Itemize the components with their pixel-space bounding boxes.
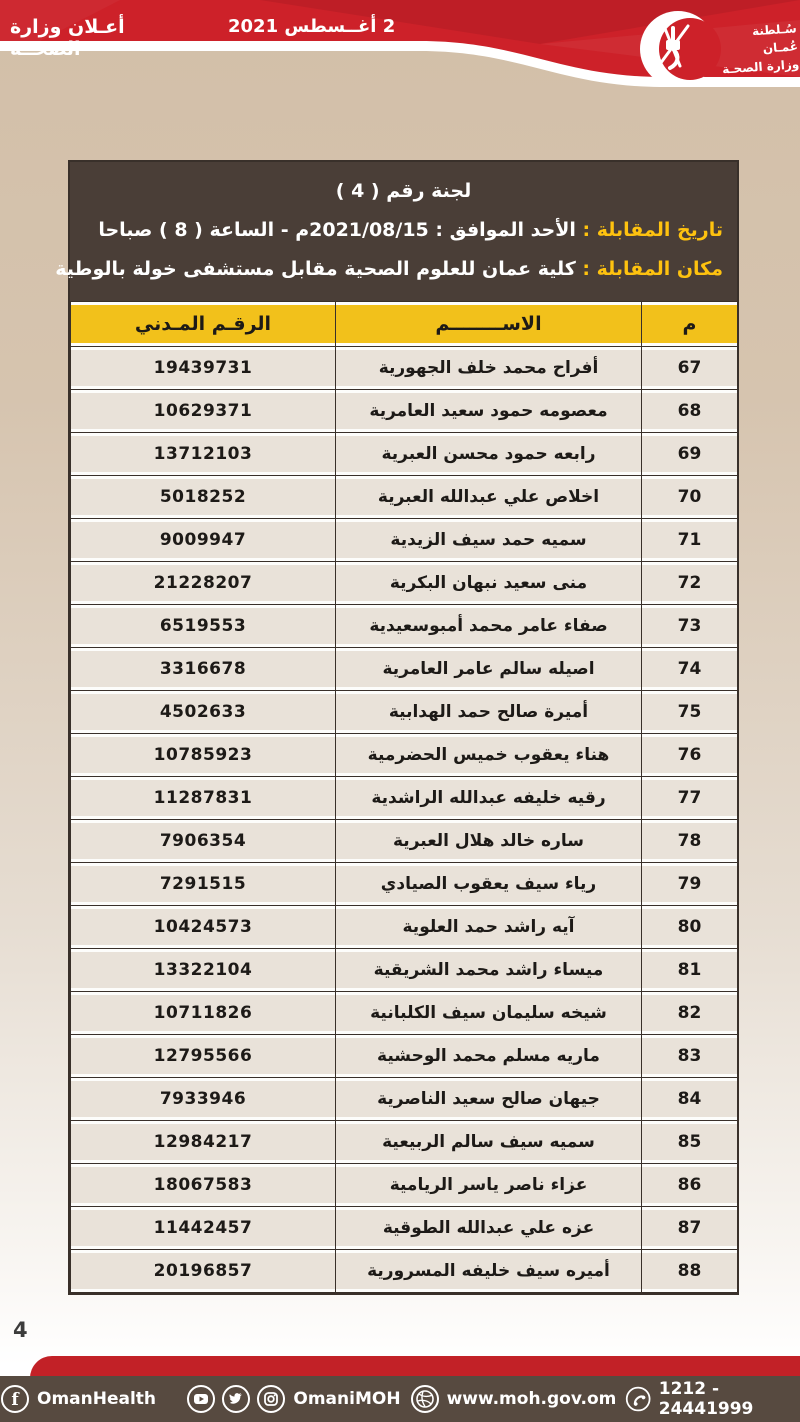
row-index: 70 bbox=[642, 475, 738, 518]
civil-id: 10785923 bbox=[71, 733, 336, 776]
civil-id: 3316678 bbox=[71, 647, 336, 690]
row-index: 87 bbox=[642, 1206, 738, 1249]
table-row bbox=[71, 604, 738, 647]
youtube-icon[interactable] bbox=[186, 1384, 216, 1414]
row-index: 69 bbox=[642, 432, 738, 475]
logo-ministry: وزارة الصحـة bbox=[721, 57, 800, 77]
table-row bbox=[71, 389, 738, 432]
civil-id: 10424573 bbox=[71, 905, 336, 948]
row-index: 76 bbox=[642, 733, 738, 776]
table-row bbox=[71, 733, 738, 776]
civil-id: 11442457 bbox=[71, 1206, 336, 1249]
table-row bbox=[71, 905, 738, 948]
row-index: 67 bbox=[642, 346, 738, 389]
row-index: 81 bbox=[642, 948, 738, 991]
interview-location-value: كلية عمان للعلوم الصحية مقابل مستشفى خولة بالوطية bbox=[55, 257, 583, 280]
civil-id: 5018252 bbox=[71, 475, 336, 518]
applicant-name: هناء يعقوب خميس الحضرمية bbox=[336, 733, 642, 776]
phone-icon[interactable] bbox=[625, 1384, 651, 1414]
applicants-tbody bbox=[71, 346, 738, 1292]
civil-id: 18067583 bbox=[71, 1163, 336, 1206]
table-row bbox=[71, 475, 738, 518]
civil-id: 12795566 bbox=[71, 1034, 336, 1077]
social-links bbox=[186, 1384, 400, 1414]
svg-text:f: f bbox=[11, 1390, 19, 1410]
applicant-name: سميه حمد سيف الزيدية bbox=[336, 518, 642, 561]
applicant-name: جيهان صالح سعيد الناصرية bbox=[336, 1077, 642, 1120]
row-index: 86 bbox=[642, 1163, 738, 1206]
applicant-name: اصيله سالم عامر العامرية bbox=[336, 647, 642, 690]
table-row bbox=[71, 1206, 738, 1249]
footer-bar bbox=[0, 1376, 800, 1422]
table-row bbox=[71, 561, 738, 604]
top-banner bbox=[0, 0, 800, 110]
table-row bbox=[71, 819, 738, 862]
interview-date-line bbox=[84, 211, 723, 250]
civil-id: 7933946 bbox=[71, 1077, 336, 1120]
civil-id: 4502633 bbox=[71, 690, 336, 733]
table-row bbox=[71, 518, 738, 561]
civil-id: 11287831 bbox=[71, 776, 336, 819]
logo-text bbox=[716, 19, 800, 78]
announcement-card bbox=[55, 160, 739, 1295]
civil-id: 13322104 bbox=[71, 948, 336, 991]
applicant-name: سميه سيف سالم الربيعية bbox=[336, 1120, 642, 1163]
table-row bbox=[71, 346, 738, 389]
twitter-icon[interactable] bbox=[221, 1384, 251, 1414]
row-index: 80 bbox=[642, 905, 738, 948]
column-header-index: م bbox=[642, 301, 738, 346]
table-row bbox=[71, 432, 738, 475]
applicant-name: أميرة صالح حمد الهدابية bbox=[336, 690, 642, 733]
civil-id: 19439731 bbox=[71, 346, 336, 389]
applicant-name: معصومه حمود سعيد العامرية bbox=[336, 389, 642, 432]
interview-date-label: تاريخ المقابلة : bbox=[582, 218, 723, 241]
row-index: 71 bbox=[642, 518, 738, 561]
interview-location-line bbox=[55, 250, 723, 289]
logo-country: سُـلطنة عُمـان bbox=[751, 21, 799, 56]
civil-id: 6519553 bbox=[71, 604, 336, 647]
table-header-row bbox=[71, 301, 738, 346]
civil-id: 10711826 bbox=[71, 991, 336, 1034]
applicant-name: رياء سيف يعقوب الصيادي bbox=[336, 862, 642, 905]
row-index: 75 bbox=[642, 690, 738, 733]
row-index: 72 bbox=[642, 561, 738, 604]
civil-id: 13712103 bbox=[71, 432, 336, 475]
facebook-icon[interactable] bbox=[0, 1384, 30, 1414]
civil-id: 9009947 bbox=[71, 518, 336, 561]
website-link[interactable] bbox=[410, 1384, 617, 1414]
applicant-name: ساره خالد هلال العبرية bbox=[336, 819, 642, 862]
table-row bbox=[71, 647, 738, 690]
row-index: 85 bbox=[642, 1120, 738, 1163]
applicant-name: أميره سيف خليفه المسرورية bbox=[336, 1249, 642, 1292]
phone-number[interactable]: 1212 - 24441999 bbox=[658, 1379, 754, 1419]
applicant-name: اخلاص علي عبدالله العبرية bbox=[336, 475, 642, 518]
instagram-icon[interactable] bbox=[256, 1384, 286, 1414]
column-header-civil-id: الرقـم المـدني bbox=[71, 301, 336, 346]
committee-number: لجنة رقم ( 4 ) bbox=[335, 180, 472, 202]
applicant-name: ميساء راشد محمد الشريقية bbox=[336, 948, 642, 991]
applicant-name: أفراح محمد خلف الجهورية bbox=[336, 346, 642, 389]
applicant-name: ماريه مسلم محمد الوحشية bbox=[336, 1034, 642, 1077]
civil-id: 20196857 bbox=[71, 1249, 336, 1292]
row-index: 68 bbox=[642, 389, 738, 432]
social-handle[interactable]: OmaniMOH bbox=[293, 1389, 401, 1409]
phone-contact[interactable] bbox=[625, 1379, 800, 1419]
civil-id: 21228207 bbox=[71, 561, 336, 604]
row-index: 83 bbox=[642, 1034, 738, 1077]
table-row bbox=[71, 948, 738, 991]
facebook-handle[interactable]: OmanHealth bbox=[37, 1389, 157, 1409]
page-title: أعـلان وزارة الصحــة bbox=[10, 16, 125, 60]
interview-date-value: الأحد الموافق : 2021/08/15م - الساعة ( 8 ) صباحا bbox=[98, 218, 583, 241]
row-index: 84 bbox=[642, 1077, 738, 1120]
row-index: 79 bbox=[642, 862, 738, 905]
table-row bbox=[71, 1034, 738, 1077]
table-row bbox=[71, 1163, 738, 1206]
civil-id: 7906354 bbox=[71, 819, 336, 862]
table-row bbox=[71, 862, 738, 905]
applicant-name: آيه راشد حمد العلوية bbox=[336, 905, 642, 948]
committee-info-block bbox=[55, 162, 737, 301]
applicant-name: شيخه سليمان سيف الكلبانية bbox=[336, 991, 642, 1034]
applicant-name: عزه علي عبدالله الطوقية bbox=[336, 1206, 642, 1249]
facebook-link[interactable] bbox=[0, 1384, 156, 1414]
row-index: 73 bbox=[642, 604, 738, 647]
applicant-name: صفاء عامر محمد أمبوسعيدية bbox=[336, 604, 642, 647]
table-row bbox=[71, 1077, 738, 1120]
row-index: 74 bbox=[642, 647, 738, 690]
table-row bbox=[71, 776, 738, 819]
globe-icon[interactable] bbox=[410, 1384, 440, 1414]
row-index: 82 bbox=[642, 991, 738, 1034]
table-row bbox=[71, 690, 738, 733]
civil-id: 12984217 bbox=[71, 1120, 336, 1163]
row-index: 88 bbox=[642, 1249, 738, 1292]
page-number: 4 bbox=[13, 1318, 28, 1342]
table-row bbox=[71, 1249, 738, 1292]
applicant-name: منى سعيد نبهان البكرية bbox=[336, 561, 642, 604]
applicants-table bbox=[70, 301, 738, 1293]
table-row bbox=[71, 991, 738, 1034]
column-header-name: الاســــــــم bbox=[336, 301, 642, 346]
website-url[interactable]: www.moh.gov.om bbox=[446, 1389, 617, 1409]
banner-date: 2 أغــسطس 2021 bbox=[228, 16, 396, 37]
row-index: 78 bbox=[642, 819, 738, 862]
row-index: 77 bbox=[642, 776, 738, 819]
table-row bbox=[71, 1120, 738, 1163]
civil-id: 10629371 bbox=[71, 389, 336, 432]
civil-id: 7291515 bbox=[71, 862, 336, 905]
interview-location-label: مكان المقابلة : bbox=[582, 257, 723, 280]
applicant-name: عزاء ناصر ياسر الريامية bbox=[336, 1163, 642, 1206]
applicant-name: رابعه حمود محسن العبرية bbox=[336, 432, 642, 475]
applicant-name: رقيه خليفه عبدالله الراشدية bbox=[336, 776, 642, 819]
